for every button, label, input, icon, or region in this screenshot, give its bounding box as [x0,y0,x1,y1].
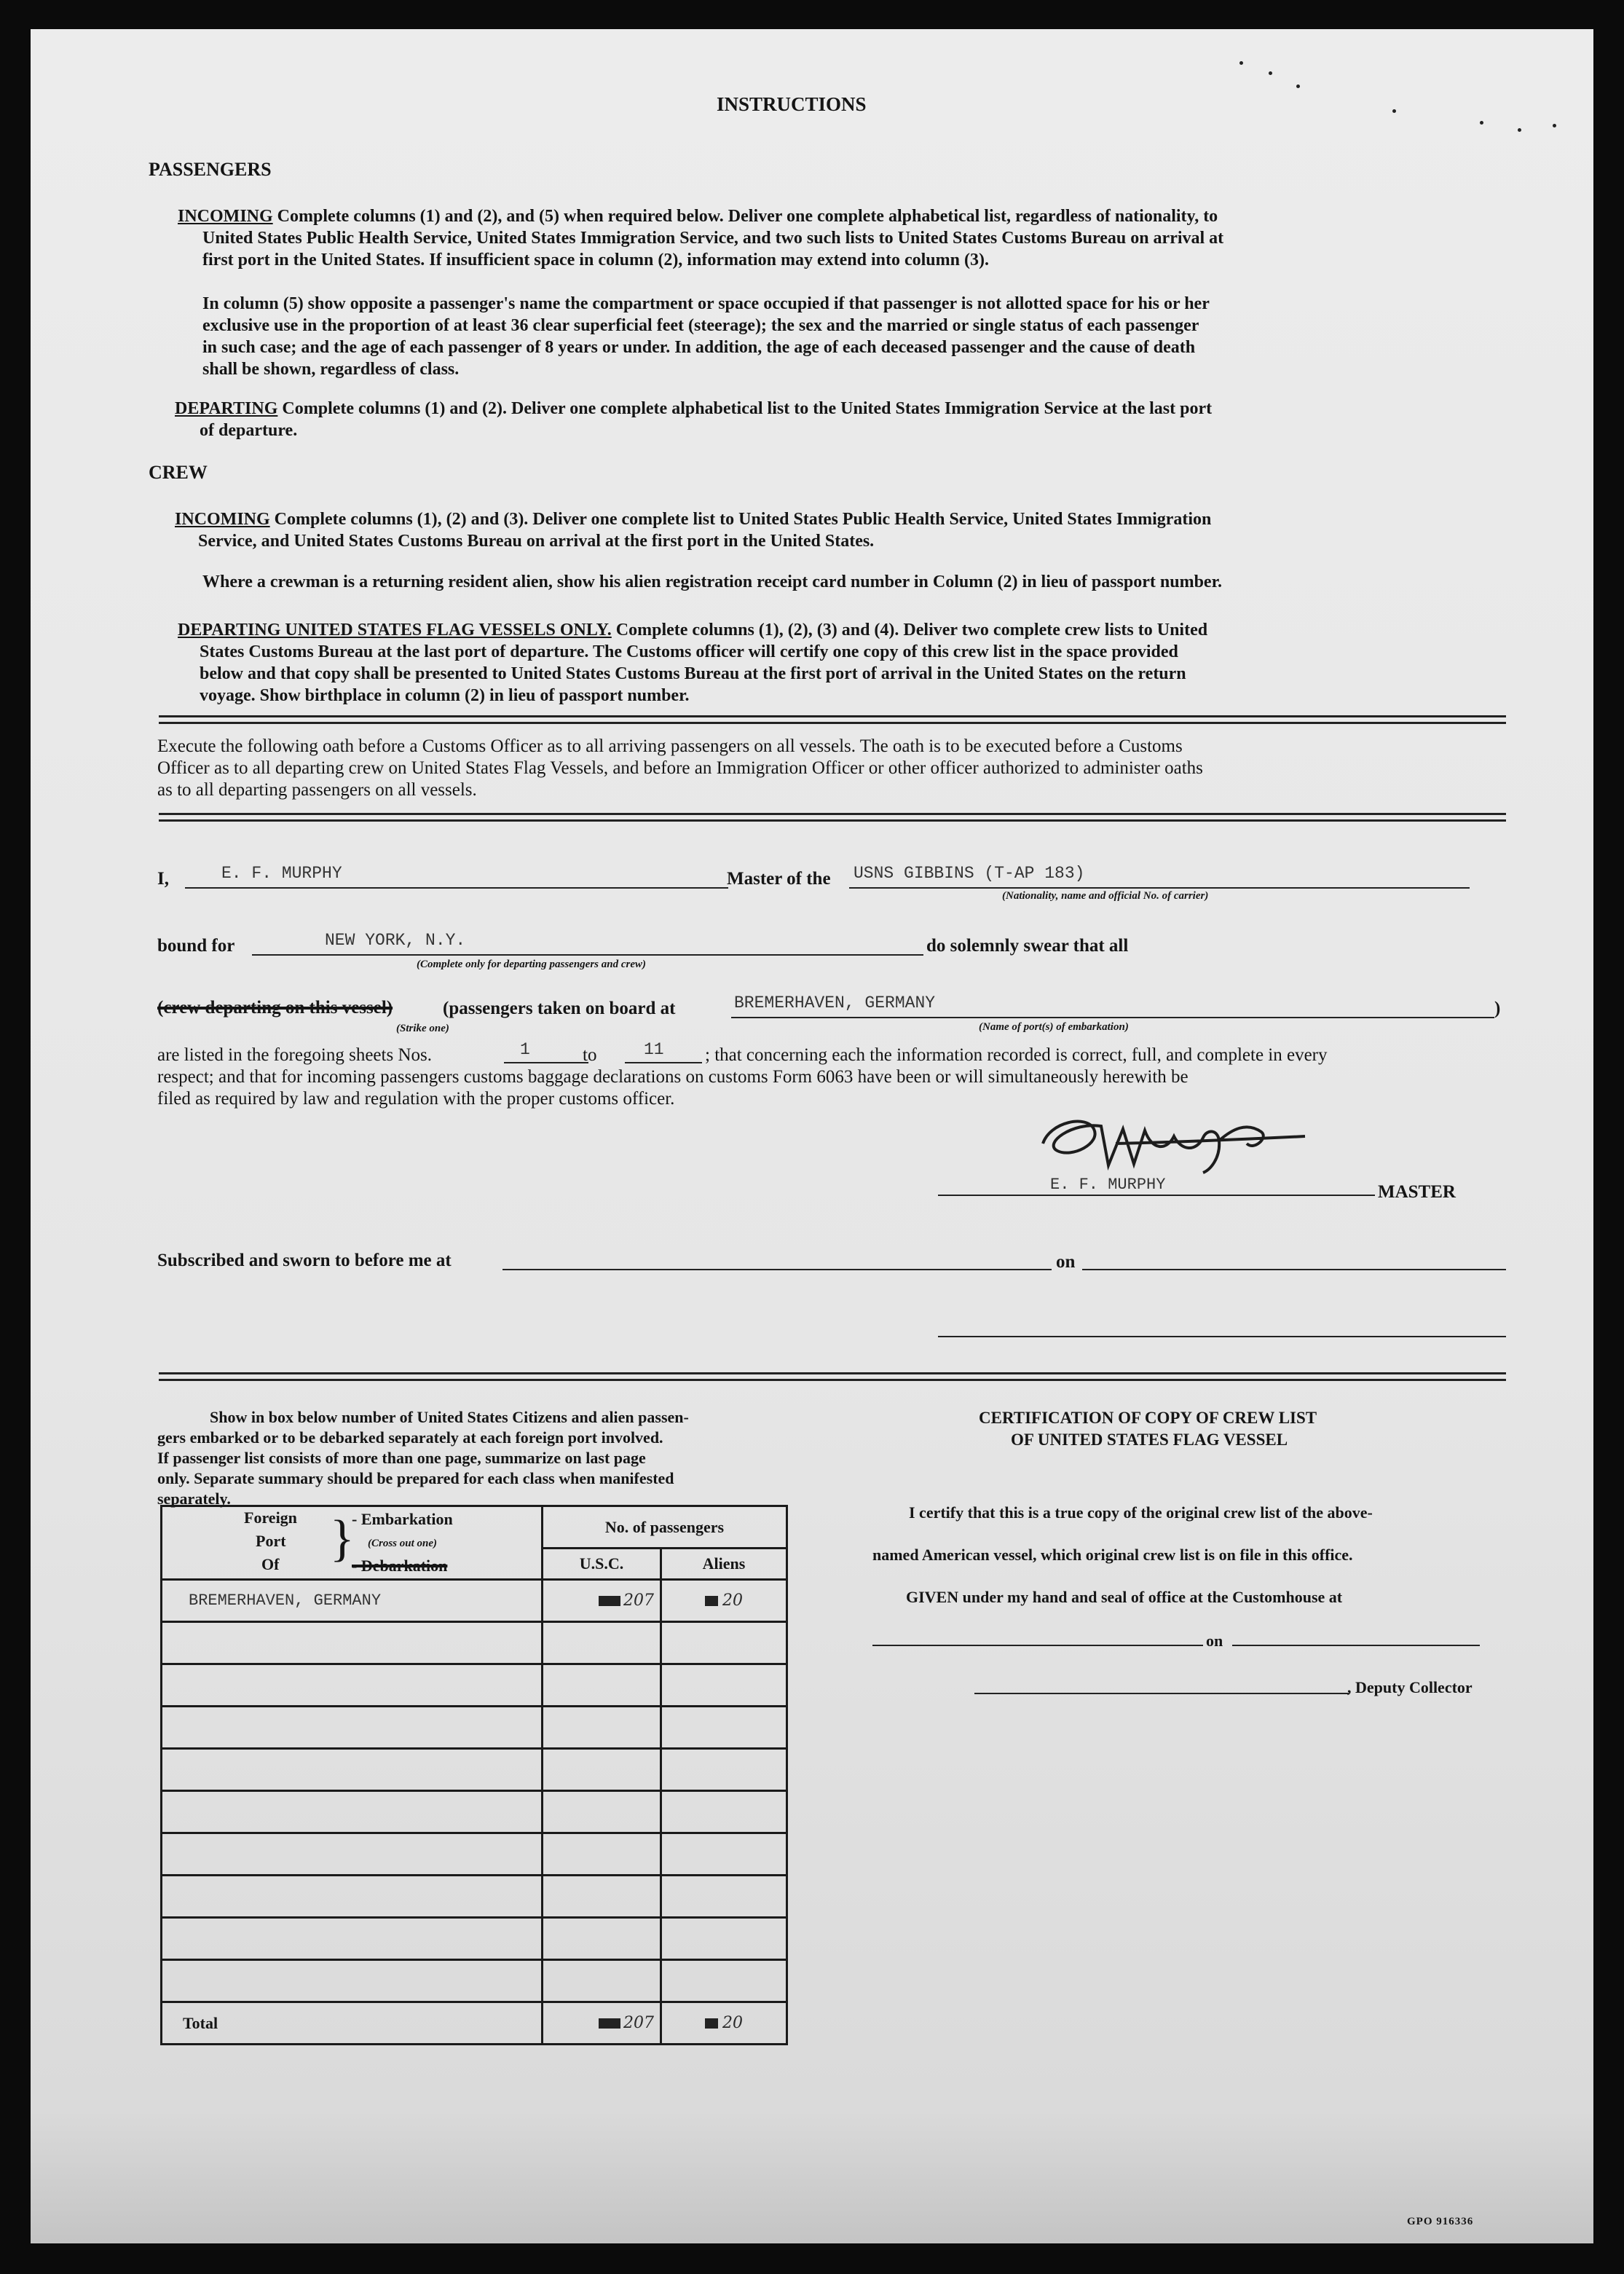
vessel-line [849,887,1470,889]
overwrite-mark [599,2018,620,2029]
overwrite-mark [705,2018,718,2029]
summary-intro-4: only. Separate summary should be prepared for each class when manifested [157,1469,674,1487]
footer-code: GPO 916336 [1407,2216,1474,2227]
crew-departing-text-3: below and that copy shall be presented to United States Customs Bureau at the first port of arrival in the United States on the return [200,664,1186,683]
oath-intro-3: as to all departing passengers on all vessels. [157,780,477,800]
row-usc [543,1580,661,1622]
oath-i-label: I, [157,869,169,889]
crew-heading: CREW [149,462,208,483]
passengers-incoming-text-2: United States Public Health Service, United States Immigration Service, and two such lists to United States Customs Bureau on arrival at [202,229,1224,248]
cert-text-3: GIVEN under my hand and seal of office at the Customhouse at [906,1588,1343,1606]
row-usc [543,1876,661,1918]
subscribed-date-line [1082,1269,1506,1270]
row-port [162,1749,543,1791]
crew-incoming-line-1 [175,508,1211,530]
row-port [162,1622,543,1664]
crew-departing-line-1 [178,619,1207,641]
table-row [162,1622,787,1664]
crew-departing-label: DEPARTING UNITED STATES FLAG VESSELS ONLY. [178,621,612,640]
passengers-incoming-line-1 [178,205,1218,227]
table-row [162,1833,787,1876]
cert-text-2: named American vessel, which original crew list is on file in this office. [872,1546,1353,1564]
signature-typed: E. F. MURPHY [1050,1176,1166,1194]
subscribed-place-line [502,1269,1052,1270]
table-row [162,1664,787,1707]
to-label: to [583,1045,597,1065]
summary-intro-2: gers embarked or to be debarked separately at each foreign port involved. [157,1428,663,1447]
signature-line [938,1195,1375,1196]
summary-intro-3: If passenger list consists of more than one page, summarize on last page [157,1449,646,1467]
cert-text-1: I certify that this is a true copy of the original crew list of the above- [909,1503,1373,1522]
table-row [162,1707,787,1749]
bound-value: NEW YORK, N.Y. [325,931,466,950]
passengers-departing-label: DEPARTING [175,399,278,418]
filed-text: filed as required by law and regulation with the proper customs officer. [157,1089,675,1109]
row-aliens [661,1918,787,1960]
row-aliens [661,1749,787,1791]
embark-port: BREMERHAVEN, GERMANY [734,994,936,1012]
port-note: (Name of port(s) of embarkation) [979,1021,1129,1033]
row-aliens [661,1876,787,1918]
embarkation-label: - Embarkation [352,1510,453,1528]
master-name-line [185,887,728,889]
row-aliens [661,1960,787,2002]
passengers-text: (passengers taken on board at [443,999,676,1018]
total-usc [543,2002,661,2045]
row-usc [543,1749,661,1791]
listed-text: ; that concerning each the information recorded is correct, full, and complete in every [705,1045,1328,1065]
row-aliens [661,1580,787,1622]
col5-text-4: shall be shown, regardless of class. [202,360,460,379]
subscribed-on-label: on [1056,1252,1076,1272]
row-port [162,1918,543,1960]
row-aliens [661,1791,787,1833]
vessel-name: USNS GIBBINS (T-AP 183) [854,864,1085,883]
overwrite-mark [599,1596,620,1606]
crew-departing-text-4: voyage. Show birthplace in column (2) in lieu of passport number. [200,686,690,705]
strike-note: (Strike one) [396,1023,449,1034]
total-aliens [661,2002,787,2045]
table-row [162,1749,787,1791]
scan-speck [1296,84,1300,88]
usc-header: U.S.C. [543,1549,661,1580]
cert-on-label: on [1206,1632,1223,1650]
oath-intro-1: Execute the following oath before a Customs Officer as to all arriving passengers on all vessels. The oath is to be executed before a Customs [157,736,1183,756]
crew-incoming-label: INCOMING [175,510,270,529]
struck-option [157,998,393,1018]
vessel-note: (Nationality, name and official No. of carrier) [1002,890,1209,902]
row-usc [543,1664,661,1707]
no-passengers-header: No. of passengers [543,1506,787,1549]
master-of-label: Master of the [727,869,831,889]
col-of: Of [261,1555,280,1573]
double-rule [159,1372,1506,1381]
passenger-summary-table [160,1505,788,2045]
total-usc-value: 207 [623,2014,654,2032]
row-aliens [661,1664,787,1707]
table-row [162,1580,787,1622]
handwritten-signature [1028,1100,1320,1187]
table-row [162,1876,787,1918]
scan-speck [1392,109,1396,113]
summary-intro-1: Show in box below number of United States Citizens and alien passen- [210,1408,689,1426]
crew-departing-text-2: States Customs Bureau at the last port of departure. The Customs officer will certify one copy of this crew list in the space provided [200,642,1178,661]
scan-speck [1239,61,1243,65]
passengers-heading: PASSENGERS [149,159,272,180]
bound-line [252,954,923,956]
col5-text-1: In column (5) show opposite a passenger's name the compartment or space occupied if that passenger is not allotted space for his or her [202,294,1210,313]
total-label: Total [162,2002,543,2045]
row-aliens [661,1622,787,1664]
row-usc [543,1791,661,1833]
aliens-header: Aliens [661,1549,787,1580]
table-row [162,1960,787,2002]
passengers-incoming-label: INCOMING [178,207,273,226]
officer-line [938,1336,1506,1337]
table-row [162,1791,787,1833]
row-usc-value: 207 [623,1592,654,1610]
row-aliens [661,1707,787,1749]
bound-note: (Complete only for departing passengers and crew) [417,959,646,970]
col-foreign: Foreign [244,1508,297,1527]
row-usc [543,1918,661,1960]
cert-title-1: CERTIFICATION OF COPY OF CREW LIST [979,1409,1317,1427]
debarkation-label: - Debarkation [352,1557,448,1575]
row-usc [543,1707,661,1749]
deputy-line [974,1693,1349,1694]
row-port: BREMERHAVEN, GERMANY [162,1580,543,1622]
scan-speck [1269,71,1272,75]
cross-out-note: (Cross out one) [368,1538,438,1549]
scan-speck [1518,128,1521,132]
embark-line [731,1017,1494,1018]
row-usc [543,1833,661,1876]
cert-place-line [872,1645,1203,1646]
scan-speck [1480,121,1483,125]
listed-label: are listed in the foregoing sheets Nos. [157,1045,432,1065]
crew-departing-text-1: Complete columns (1), (2), (3) and (4). Deliver two complete crew lists to United [615,621,1208,640]
swear-label: do solemnly swear that all [926,936,1129,956]
row-port [162,1707,543,1749]
row-port [162,1833,543,1876]
col-port: Port [256,1532,286,1550]
sheet-to: 11 [644,1040,664,1059]
struck-text: (crew departing on this vessel) [157,998,393,1018]
sheet-to-line [625,1062,702,1063]
passengers-departing-text-1: Complete columns (1) and (2). Deliver one complete alphabetical list to the United States Immigration Service at the last port [282,399,1213,418]
cert-title-2: OF UNITED STATES FLAG VESSEL [1011,1431,1288,1449]
passengers-incoming-text-3: first port in the United States. If insufficient space in column (2), information may extend into column (3). [202,251,989,270]
sheet-from: 1 [520,1040,530,1059]
overwrite-mark [705,1596,718,1606]
passengers-departing-text-2: of departure. [200,421,298,440]
total-aliens-value: 20 [722,2014,743,2032]
crew-resident-text: Where a crewman is a returning resident alien, show his alien registration receipt card number in Column (2) in lieu of passport number. [202,573,1223,591]
col5-text-2: exclusive use in the proportion of at least 36 clear superficial feet (steerage); the sex and the married or single status of each passenger [202,316,1199,335]
double-rule [159,715,1506,724]
master-name: E. F. MURPHY [221,864,342,883]
oath-intro-2: Officer as to all departing crew on United States Flag Vessels, and before an Immigration Officer or other officer authorized to administer oaths [157,758,1203,778]
crew-incoming-text-2: Service, and United States Customs Bureau on arrival at the first port in the United States. [198,532,875,551]
deputy-label: , Deputy Collector [1347,1678,1473,1696]
double-rule [159,813,1506,822]
row-aliens-value: 20 [722,1592,743,1610]
scan-speck [1553,124,1556,127]
page-title: INSTRUCTIONS [717,93,867,115]
bound-label: bound for [157,936,235,956]
total-row [162,2002,787,2045]
cert-date-line [1232,1645,1480,1646]
row-usc [543,1960,661,2002]
row-port [162,1791,543,1833]
summary-intro-5: separately. [157,1490,231,1508]
table-row [162,1918,787,1960]
row-port [162,1960,543,2002]
row-usc [543,1622,661,1664]
subscribed-label: Subscribed and sworn to before me at [157,1251,452,1270]
row-port [162,1876,543,1918]
close-paren: ) [1494,999,1501,1018]
passengers-departing-line-1 [175,398,1212,420]
brace-glyph: } [330,1511,355,1567]
manifest-page [31,29,1593,2243]
passengers-incoming-text-1: Complete columns (1) and (2), and (5) when required below. Deliver one complete alphabetical list, regardless of nationality, to [277,207,1218,226]
respect-text: respect; and that for incoming passengers customs baggage declarations on customs Form 6063 have been or will simultaneously herewith be [157,1067,1189,1087]
col5-text-3: in such case; and the age of each passenger of 8 years or under. In addition, the age of each deceased passenger and the cause of death [202,338,1196,357]
row-aliens [661,1833,787,1876]
master-label: MASTER [1378,1182,1456,1202]
crew-incoming-text-1: Complete columns (1), (2) and (3). Deliver one complete list to United States Public Health Service, United States Immigration [274,510,1212,529]
sheet-from-line [504,1062,588,1063]
port-header-cell [162,1506,543,1580]
row-port [162,1664,543,1707]
